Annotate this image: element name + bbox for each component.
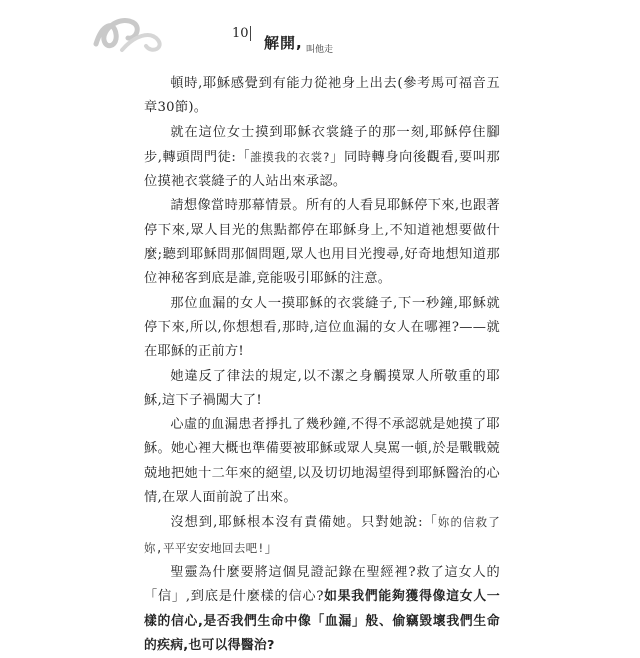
text-run: 心虛的血漏患者掙扎了幾秒鐘,不得不承認就是她摸了耶穌。她心裡大概也準備要被耶穌或眾人臭罵一頓,於是戰戰兢兢地把她十二年來的絕望,以及切切地渴望得到耶穌醫治的心情,在眾人面前說了出來。	[144, 417, 500, 506]
page-number: 10	[232, 26, 249, 41]
text-run: 她違反了律法的規定,以不潔之身觸摸眾人所敬重的耶穌,這下子禍闖大了!	[144, 368, 500, 408]
paragraph	[144, 365, 500, 414]
text-run: 請想像當時那幕情景。所有的人看見耶穌停下來,也跟著停下來,眾人目光的焦點都停在耶穌身上,不知道祂想要做什麼;聽到耶穌問那個問題,眾人也用目光搜尋,好奇地想知道那位神秘客到底是誰,竟能吸引耶穌的注意。	[144, 198, 500, 287]
paragraph	[144, 72, 500, 121]
paragraph	[144, 561, 500, 658]
body-text	[144, 72, 500, 658]
paragraph	[144, 292, 500, 365]
paragraph	[144, 194, 500, 291]
emphasized-text: 如果我們能夠獲得像這女人一樣的信心,是否我們生命中像「血漏」般、偷竊毀壞我們生命的疾病,也可以得醫治?	[144, 589, 500, 653]
text-run: 那位血漏的女人一摸耶穌的衣裳縫子,下一秒鐘,耶穌就停下來,所以,你想想看,那時,這位血漏的女人在哪裡?——就在耶穌的正前方!	[144, 295, 500, 360]
header-divider	[250, 26, 251, 41]
text-run: 」	[264, 540, 279, 556]
page-header	[92, 10, 352, 60]
book-title: 解開,	[264, 34, 303, 52]
paragraph	[144, 413, 500, 510]
text-run: 聖靈為什麼要將這個見證記錄在聖經裡?救了這女人的「信」,到底是什麼樣的信心?	[144, 564, 500, 605]
ribbon-ornament	[92, 10, 172, 60]
paragraph	[144, 121, 500, 195]
text-run: 頓時,耶穌感覺到有能力從祂身上出去(參考馬可福音五章30節)。	[144, 76, 500, 116]
text-run: 沒想到,耶穌根本沒有責備她。只對她說:「	[170, 515, 438, 531]
quoted-speech: 誰摸我的衣裳?	[250, 149, 330, 164]
book-subtitle: 叫他走	[306, 45, 334, 55]
text-run: 就在這位女士摸到耶穌衣裳縫子的那一刻,耶穌停住腳步,轉頭問門徒:「	[144, 124, 500, 165]
paragraph	[144, 510, 500, 561]
text-run: 」同時轉身向後觀看,要叫那位摸祂衣裳縫子的人站出來承認。	[144, 149, 500, 190]
quoted-speech: 妳的信救了妳,平平安安地回去吧!	[144, 515, 501, 555]
